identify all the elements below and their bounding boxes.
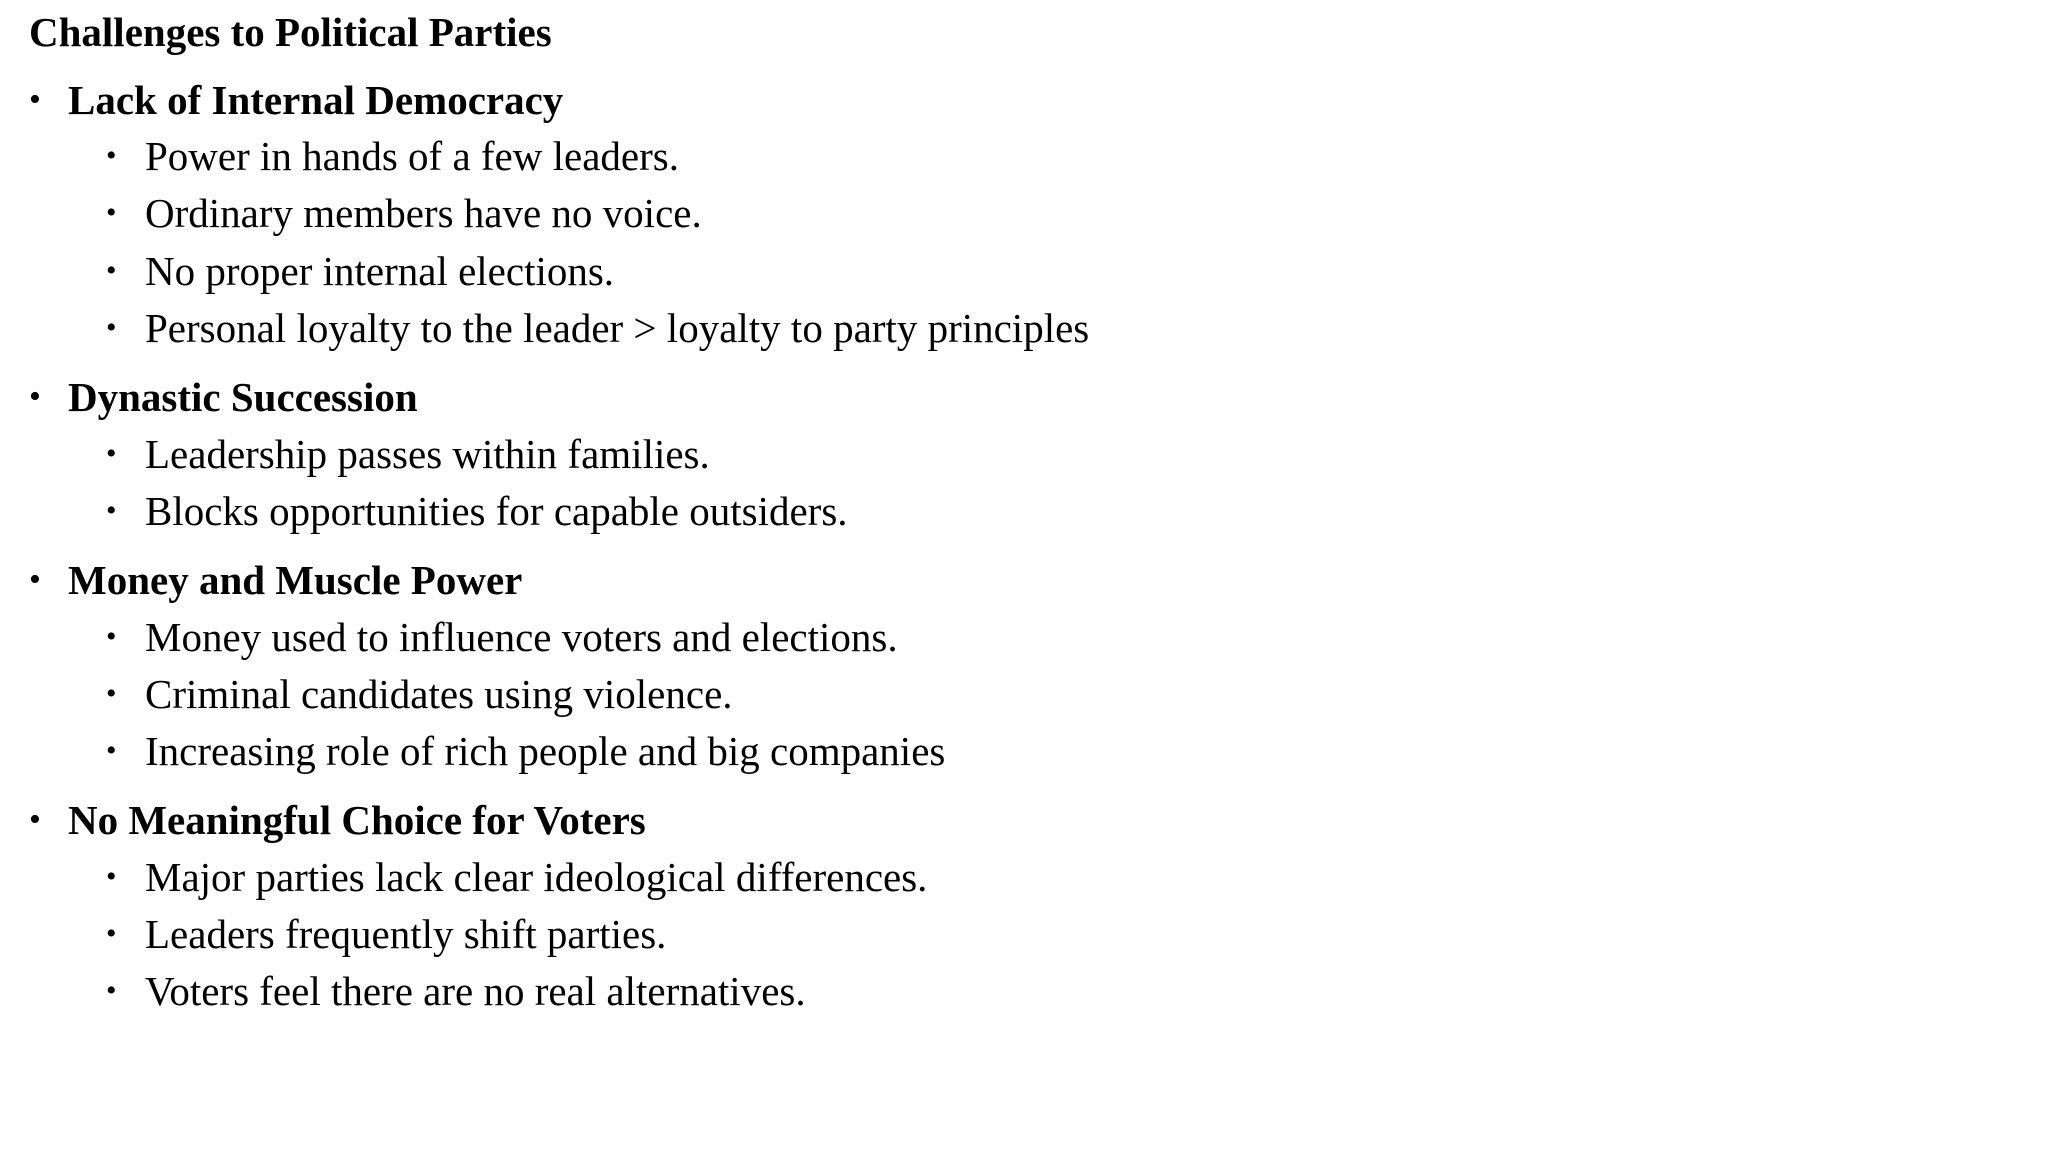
section-heading-label: Dynastic Succession <box>68 374 418 420</box>
bullet-icon: • <box>106 677 117 710</box>
bullet-icon: • <box>29 81 41 118</box>
bullet-icon: • <box>106 437 117 470</box>
sub-point-text: Leaders frequently shift parties. <box>145 911 667 957</box>
bullet-icon: • <box>106 196 117 229</box>
sub-point-text: Voters feel there are no real alternatives. <box>145 968 806 1014</box>
section-heading-label: Lack of Internal Democracy <box>68 77 564 123</box>
bullet-icon: • <box>106 734 117 767</box>
sub-point-text: Leadership passes within families. <box>145 431 710 477</box>
slide-title: Challenges to Political Parties <box>29 9 552 55</box>
sub-point-text: Ordinary members have no voice. <box>145 190 702 236</box>
sub-point-text: No proper internal elections. <box>145 248 615 294</box>
sub-point-text: Criminal candidates using violence. <box>145 671 733 717</box>
bullet-icon: • <box>106 860 117 893</box>
bullet-icon: • <box>106 254 117 287</box>
section-heading-label: No Meaningful Choice for Voters <box>68 797 646 843</box>
sub-point-text: Major parties lack clear ideological differences. <box>145 854 928 900</box>
bullet-icon: • <box>106 917 117 950</box>
section-heading-label: Money and Muscle Power <box>68 557 523 603</box>
sub-point-text: Personal loyalty to the leader > loyalty to party principles <box>145 305 1090 351</box>
bullet-icon: • <box>106 494 117 527</box>
bullet-icon: • <box>106 974 117 1007</box>
sub-point-text: Increasing role of rich people and big companies <box>145 728 946 774</box>
bullet-icon: • <box>29 378 41 415</box>
sub-point-text: Money used to influence voters and elections. <box>145 614 898 660</box>
bullet-icon: • <box>106 139 117 172</box>
bullet-icon: • <box>106 620 117 653</box>
bullet-icon: • <box>106 311 117 344</box>
bullet-icon: • <box>29 801 41 838</box>
sub-point-text: Power in hands of a few leaders. <box>145 133 679 179</box>
sub-point-text: Blocks opportunities for capable outsiders. <box>145 488 848 534</box>
bullet-icon: • <box>29 561 41 598</box>
